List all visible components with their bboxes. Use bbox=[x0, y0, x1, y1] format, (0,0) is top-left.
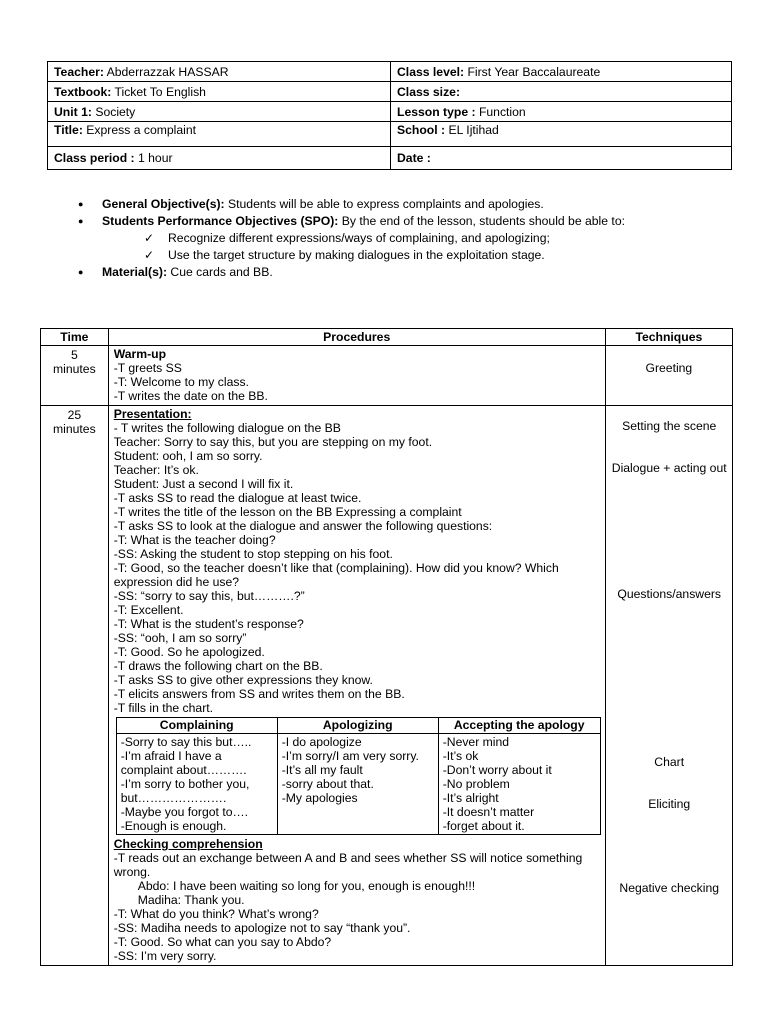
accepting-column bbox=[438, 734, 600, 835]
procedure-line: -T: What is the student’s response? bbox=[113, 617, 304, 631]
materials bbox=[78, 265, 738, 282]
warmup-technique bbox=[605, 346, 732, 406]
procedure-line: -SS: I’m very sorry. bbox=[113, 949, 217, 963]
accepting-header: Accepting the apology bbox=[438, 718, 600, 734]
time-unit: minutes bbox=[53, 362, 96, 376]
warmup-row bbox=[41, 346, 733, 406]
class-level-label: Class level: bbox=[397, 64, 465, 79]
procedure-line: Teacher: Sorry to say this, but you are stepping on my foot. bbox=[113, 435, 433, 449]
complaining-item: -Enough is enough. bbox=[120, 819, 227, 833]
accepting-item: -Never mind bbox=[442, 735, 510, 749]
presentation-procedures bbox=[108, 406, 605, 966]
spo-check-text: Use the target structure by making dialogues in the exploitation stage. bbox=[168, 248, 545, 262]
procedure-line: - T writes the following dialogue on the BB bbox=[113, 421, 341, 435]
procedure-line: -T writes the title of the lesson on the BB Expressing a complaint bbox=[113, 505, 462, 519]
complaining-column bbox=[116, 734, 277, 835]
technique-text: Dialogue + acting out bbox=[611, 461, 727, 475]
presentation-techniques bbox=[605, 406, 732, 966]
procedure-line: -T: Good. So what can you say to Abdo? bbox=[113, 935, 332, 949]
presentation-time bbox=[41, 406, 109, 966]
procedure-line: -T asks SS to read the dialogue at least twice. bbox=[113, 491, 362, 505]
technique-text: Chart bbox=[654, 755, 685, 769]
technique-text: Negative checking bbox=[619, 881, 719, 895]
warmup-procedures bbox=[108, 346, 605, 406]
school-label: School : bbox=[397, 123, 446, 137]
spo-check-text: Recognize different expressions/ways of complaining, and apologizing; bbox=[168, 231, 550, 245]
procedure-line: -SS: Madiha needs to apologize not to say “thank you”. bbox=[113, 921, 411, 935]
complaining-header: Complaining bbox=[116, 718, 277, 734]
school-cell bbox=[391, 122, 732, 147]
apologizing-header: Apologizing bbox=[277, 718, 438, 734]
procedure-line: -SS: Asking the student to stop stepping on his foot. bbox=[113, 547, 393, 561]
technique-text: Questions/answers bbox=[617, 587, 722, 601]
title-label: Title: bbox=[54, 123, 83, 137]
date-label: Date : bbox=[397, 151, 431, 165]
accepting-item: -It’s alright bbox=[442, 791, 499, 805]
procedure-line: -T: What do you think? What’s wrong? bbox=[113, 907, 319, 921]
period-label: Class period : bbox=[54, 151, 135, 165]
procedures-table bbox=[40, 328, 733, 966]
dialogue-line: Madiha: Thank you. bbox=[137, 893, 245, 907]
presentation-row bbox=[41, 406, 733, 966]
date-cell bbox=[391, 147, 732, 170]
textbook-value: Ticket To English bbox=[114, 84, 206, 99]
procedure-line: Student: Just a second I will fix it. bbox=[113, 477, 294, 491]
lesson-info-table bbox=[47, 61, 732, 170]
procedure-line: -T draws the following chart on the BB. bbox=[113, 659, 323, 673]
time-header: Time bbox=[41, 329, 109, 346]
unit-label: Unit 1: bbox=[54, 104, 92, 119]
technique-text: Greeting bbox=[645, 361, 693, 375]
procedure-line: -T: Good. So he apologized. bbox=[113, 645, 265, 659]
expressions-chart bbox=[116, 717, 601, 835]
procedure-line: -T: What is the teacher doing? bbox=[113, 533, 276, 547]
procedure-line: -T: Welcome to my class. bbox=[113, 375, 249, 389]
procedure-line: -T writes the date on the BB. bbox=[113, 389, 268, 403]
complaining-item: -I’m sorry to bother you, but…………………. bbox=[120, 777, 250, 805]
checking-heading: Checking comprehension bbox=[113, 837, 263, 851]
time-unit: minutes bbox=[53, 422, 96, 436]
general-objective-text: Students will be able to express complaints and apologies. bbox=[228, 197, 544, 211]
presentation-heading: Presentation: bbox=[113, 407, 192, 421]
complaining-item: -Sorry to say this but….. bbox=[120, 735, 252, 749]
spo-check-item bbox=[78, 231, 738, 248]
teacher-cell bbox=[48, 62, 391, 82]
material-label: Material(s): bbox=[102, 265, 168, 279]
apologizing-item: -It’s all my fault bbox=[281, 763, 363, 777]
procedure-line: -T fills in the chart. bbox=[113, 701, 214, 715]
time-value: 5 bbox=[70, 348, 78, 362]
textbook-label: Textbook: bbox=[54, 84, 112, 99]
accepting-item: -It doesn’t matter bbox=[442, 805, 535, 819]
apologizing-item: -sorry about that. bbox=[281, 777, 374, 791]
title-cell bbox=[48, 122, 391, 147]
accepting-item: -No problem bbox=[442, 777, 510, 791]
bullet-icon: ● bbox=[78, 199, 84, 209]
procedure-line: -SS: “ooh, I am so sorry” bbox=[113, 631, 247, 645]
procedure-line: -T asks SS to give other expressions they know. bbox=[113, 673, 373, 687]
accepting-item: -Don’t worry about it bbox=[442, 763, 552, 777]
spo-text: By the end of the lesson, students should be able to: bbox=[341, 214, 625, 228]
general-objective bbox=[78, 197, 738, 214]
apologizing-item: -I do apologize bbox=[281, 735, 362, 749]
technique-text: Setting the scene bbox=[622, 419, 717, 433]
class-size-label: Class size: bbox=[397, 84, 461, 99]
teacher-label: Teacher: bbox=[54, 64, 104, 79]
procedure-line: Student: ooh, I am so sorry. bbox=[113, 449, 263, 463]
accepting-item: -It’s ok bbox=[442, 749, 479, 763]
unit-value: Society bbox=[95, 104, 136, 119]
period-cell bbox=[48, 147, 391, 170]
complaining-item: -Maybe you forgot to…. bbox=[120, 805, 249, 819]
general-objective-label: General Objective(s): bbox=[102, 197, 225, 211]
objectives-section bbox=[78, 197, 738, 282]
complaining-item: -I’m afraid I have a complaint about………. bbox=[120, 749, 247, 777]
checkmark-icon: ✓ bbox=[144, 231, 155, 245]
unit-cell bbox=[48, 102, 391, 122]
school-value: EL Ijtihad bbox=[448, 123, 499, 137]
time-value: 25 bbox=[67, 408, 82, 422]
class-size-cell bbox=[391, 82, 732, 102]
class-level-value: First Year Baccalaureate bbox=[467, 64, 601, 79]
textbook-cell bbox=[48, 82, 391, 102]
class-level-cell bbox=[391, 62, 732, 82]
lesson-type-label: Lesson type : bbox=[397, 104, 476, 119]
procedure-line: Teacher: It’s ok. bbox=[113, 463, 199, 477]
teacher-value: Abderrazzak HASSAR bbox=[106, 64, 229, 79]
procedure-line: -T elicits answers from SS and writes them on the BB. bbox=[113, 687, 405, 701]
procedures-header: Procedures bbox=[108, 329, 605, 346]
procedure-line: -T asks SS to look at the dialogue and answer the following questions: bbox=[113, 519, 493, 533]
apologizing-column bbox=[277, 734, 438, 835]
bullet-icon: ● bbox=[78, 267, 84, 277]
material-text: Cue cards and BB. bbox=[170, 265, 273, 279]
warmup-time bbox=[41, 346, 109, 406]
lesson-type-cell bbox=[391, 102, 732, 122]
dialogue-line: Abdo: I have been waiting so long for you, enough is enough!!! bbox=[137, 879, 476, 893]
checkmark-icon: ✓ bbox=[144, 248, 155, 262]
technique-text: Eliciting bbox=[648, 797, 691, 811]
procedure-line: -T: Excellent. bbox=[113, 603, 184, 617]
bullet-icon: ● bbox=[78, 216, 84, 226]
warmup-heading: Warm-up bbox=[113, 347, 167, 361]
procedure-line: -SS: “sorry to say this, but……….?” bbox=[113, 589, 305, 603]
period-value: 1 hour bbox=[137, 151, 173, 165]
lesson-type-value: Function bbox=[478, 104, 526, 119]
accepting-item: -forget about it. bbox=[442, 819, 525, 833]
title-value: Express a complaint bbox=[86, 123, 197, 137]
procedure-line: -T reads out an exchange between A and B and sees whether SS will notice something wrong. bbox=[113, 851, 583, 879]
techniques-header: Techniques bbox=[605, 329, 732, 346]
procedure-line: -T: Good, so the teacher doesn’t like that (complaining). How did you know? Which expression did he use? bbox=[113, 561, 559, 589]
spo-objective bbox=[78, 214, 738, 231]
apologizing-item: -My apologies bbox=[281, 791, 358, 805]
spo-label: Students Performance Objectives (SPO): bbox=[102, 214, 339, 228]
apologizing-item: -I’m sorry/I am very sorry. bbox=[281, 749, 419, 763]
spo-check-item bbox=[78, 248, 738, 265]
procedure-line: -T greets SS bbox=[113, 361, 182, 375]
